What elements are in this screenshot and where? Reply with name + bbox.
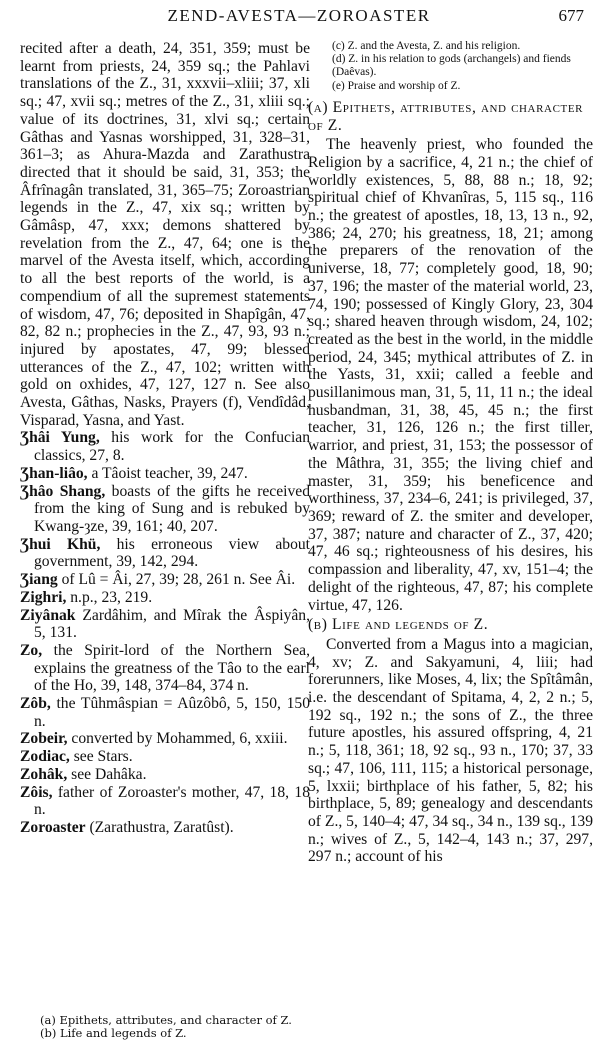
entry-text: Zardâhim, and Mîrak the Âspiyân, 5, 131. <box>34 606 310 642</box>
entry-headword: Ʒhâi Yung, <box>20 429 100 447</box>
index-entry <box>20 819 310 837</box>
left-column <box>20 40 310 837</box>
entry-headword: Zo, <box>20 641 43 659</box>
subentry-outline-a-b <box>40 1014 292 1040</box>
page-number: 677 <box>558 6 584 25</box>
entry-text: his erroneous view about government, 39, 142, 294. <box>34 535 310 571</box>
entry-headword: Ʒhâo Shang, <box>20 482 106 500</box>
section-text-a: The heavenly priest, who founded the Religion by a sacrifice, 4, 21 n.; the chief of worldly existences, 5, 88, 88 n.; 18, 92; spiritual chief of Khvanîras, 5, 115 sq., 116 n.; the greatest of apostles, 18, 13, 13 n., 92, 386; 24, 270; his greatness, 18, 21; among the preparers of the renovation of the universe, 18, 77; completely good, 18, 90; 37, 196; the master of the material world, 23, 74, 190; possessed of Kingly Glory, 23, 304 sq.; shared heaven through wisdom, 24, 102; created as the best in the world, in the middle period, 24, 345; mythical attributes of Z. in the Yasts, 31, xxii; called a feeble and pusillanimous man, 31, 5, 11, 11 n.; the ideal husbandman, 31, 38, 45, 45 n.; the first teacher, 31, 126, 126 n.; the first tiller, warrior, and priest, 31, 153; the possessor of the Mâthra, 31, 355; the living chief and master, 31, 359; his beneficence and worthiness, 37, 234–6, 241; is privileged, 37, 369; reward of Z. the smiter and developer, 37, 387; nature and character of Z., 37, 420; 47, 46 sq.; righteousness of his desires, his compassion and liberality, 47, xv, 151–4; the delight of the righteous, 47, 87; his complete virtue, 47, 126. <box>308 136 593 614</box>
entry-headword: Ʒiang <box>20 571 58 589</box>
section-heading-a: (a) Epithets, attributes, and character of Z. <box>308 98 584 134</box>
entry-text: the Tûhmâspian = Aûzôbô, 5, 150, 150 n. <box>34 695 310 730</box>
index-entry <box>20 483 310 536</box>
section-text-b: Converted from a Magus into a magician, 4, xv; Z. and Sakyamuni, 4, liii; had forerunners, like Moses, 4, lix; the Spîtâmân, i.e. the descendant of Spitama, 4, 2, 2 n.; 5, 192 sq., 192 n.; the sons of Z., the three future apostles, his assured offspring, 4, 21 n.; 5, 118, 361; 18, 92 sq., 93 n., 170; 37, 33 sq.; 47, 106, 111, 115; a historical personage, 5, lxxii; birthplace of his father, 5, 82; his birthplace, 5, 89; genealogy and descendants of Z., 5, 140–4; 47, 34 sq., 34 n., 139 sq., 139 n.; wives of Z., 5, 142–4, 143 n.; 37, 297, 297 n.; account of his <box>308 635 593 866</box>
entry-text: boasts of the gifts he received from the king of Sung and is rebuked by Kwang-ȝze, 39, 161; 40, 207. <box>34 482 310 535</box>
entry-text: converted by Mohammed, 6, xxiii. <box>67 730 288 748</box>
entry-text: n.p., 23, 219. <box>66 588 153 606</box>
entry-headword: Zighri, <box>20 588 67 606</box>
subentry-outline-c-e <box>332 40 593 93</box>
section-heading-b: (b) Life and legends of Z. <box>308 616 489 634</box>
index-entry <box>20 642 310 695</box>
entry-headword: Ʒhan-liâo, <box>20 464 88 482</box>
outline-item: (a) Epithets, attributes, and character of Z. <box>40 1013 292 1027</box>
entry-text: a Tâoist teacher, 39, 247. <box>87 464 248 482</box>
entry-headword: Zôis, <box>20 783 53 801</box>
entry-text: the Spirit-lord of the Northern Sea, explains the greatness of the Tâo to the earl of the Ho, 39, 148, 374–84, 374 n. <box>34 641 310 695</box>
entry-text: his work for the Confucian classics, 27, 8. <box>34 429 310 465</box>
entry-headword: Zodiac, <box>20 748 70 766</box>
right-column <box>308 40 593 866</box>
continued-entry-text: recited after a death, 24, 351, 359; must be learnt from priests, 24, 359 sq.; the Pahlavi translations of the Z., 31, xxxvii–xliii; 37, xli sq.; 47, xvii sq.; metres of the Z., 31, xliii sq.; value of its doctrines, 31, xlvi sq.; certain Gâthas and Yasnas worshipped, 31, 328–31, 361–3; as Ahura-Mazda and Zarathustra directed that it should be said, 31, 353; the Âfrînagân translated, 31, 365–75; Zoroastrian legends in the Z., 47, xix sq.; written by Gâmâsp, 47, xxx; demons shattered by revelation from the Z., 47, 64; one is the marvel of the Avesta itself, which, according to all the best reports of the world, is a compendium of all the supremest statements of wisdom, 47, 76; deposited in Shapîgân, 47, 82, 82 n.; prophecies in the Z., 47, 93, 93 n.; injured by apostates, 47, 99; blessed utterances of the Z., 47, 102; written with gold on oxhides, 47, 127, 127 n. See also Avesta, Gâthas, Nasks, Prayers (f), Vendîdâd, Visparad, Yasna, and Yast. <box>20 40 310 429</box>
outline-item: (e) Praise and worship of Z. <box>332 79 461 92</box>
entry-headword: Zohâk, <box>20 765 68 783</box>
entry-text: of Lû = Âi, 27, 39; 28, 261 n. See Âi. <box>57 571 296 589</box>
running-title: ZEND-AVESTA—ZOROASTER <box>167 6 431 25</box>
entry-text: father of Zoroaster's mother, 47, 18, 18 n. <box>34 783 310 819</box>
entry-headword: Ʒhui Khü, <box>20 535 101 553</box>
index-entry <box>20 766 310 784</box>
entry-headword: Ziyânak <box>20 606 76 624</box>
entry-text: see Dahâka. <box>67 765 147 783</box>
entry-headword: Zobeir, <box>20 730 68 748</box>
entry-headword: Zoroaster <box>20 818 86 836</box>
index-entry <box>20 589 310 607</box>
outline-item: (c) Z. and the Avesta, Z. and his religion. <box>332 40 521 52</box>
index-entry <box>20 536 310 571</box>
index-entry <box>20 784 310 819</box>
index-entry <box>20 429 310 464</box>
running-header <box>0 6 598 30</box>
outline-item: (d) Z. in his relation to gods (archangels) and fiends (Daêvas). <box>332 53 571 79</box>
entry-text: (Zarathustra, Zaratûst). <box>85 818 234 836</box>
index-entry <box>20 730 310 748</box>
entry-headword: Zôb, <box>20 695 51 713</box>
index-entry <box>20 571 310 589</box>
index-entry <box>20 695 310 730</box>
entry-text: see Stars. <box>69 748 133 766</box>
outline-item: (b) Life and legends of Z. <box>40 1026 187 1040</box>
index-entry <box>20 607 310 642</box>
index-entry <box>20 465 310 483</box>
index-entry <box>20 748 310 766</box>
